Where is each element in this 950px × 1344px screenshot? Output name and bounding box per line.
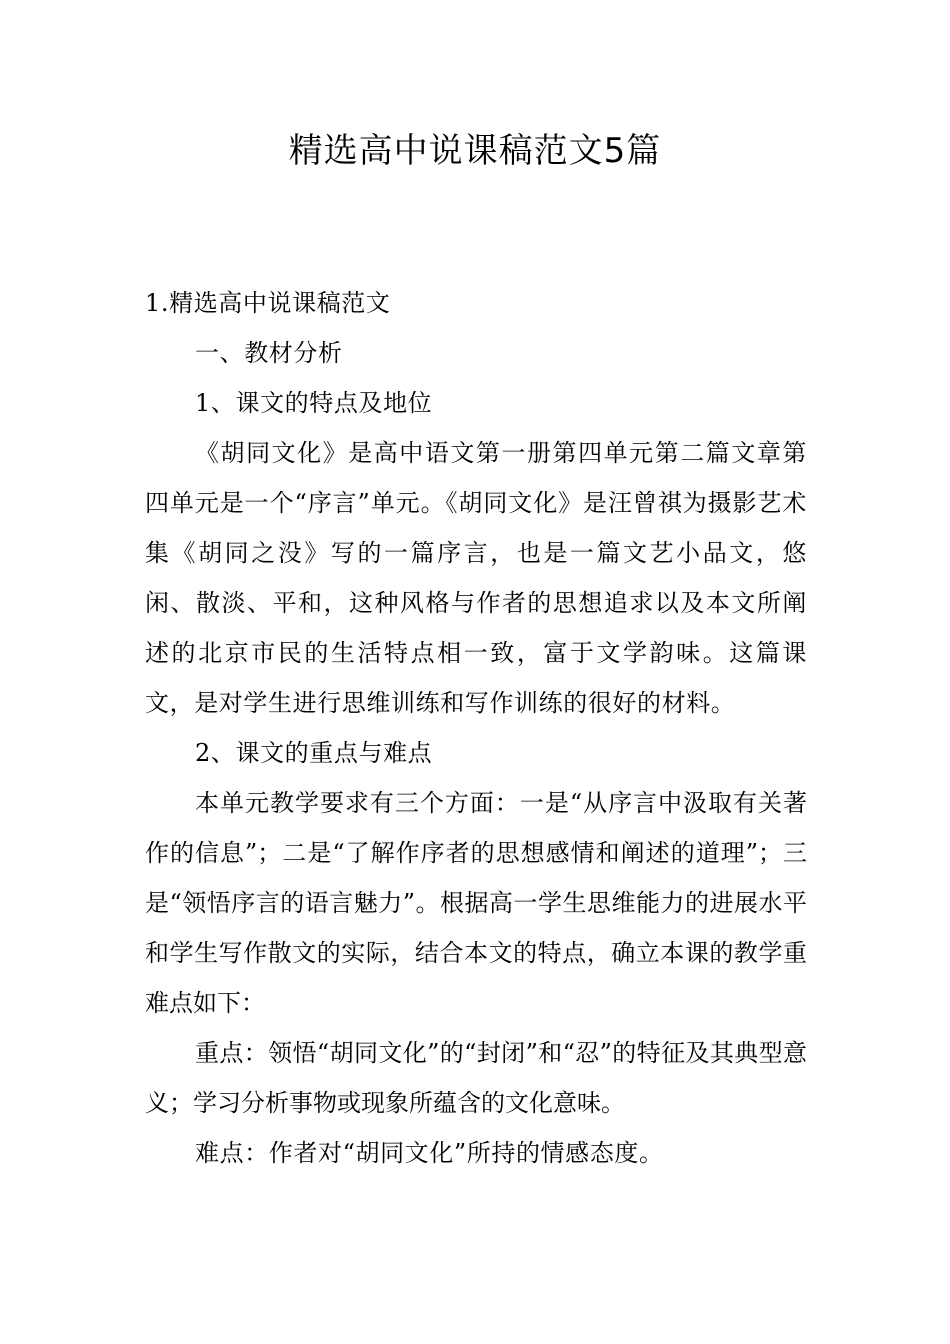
subsection-heading: 2、课文的重点与难点	[195, 739, 433, 767]
chapter-heading: 一、教材分析	[195, 339, 343, 367]
document-body	[145, 278, 807, 1178]
body-paragraph: 《胡同文化》是高中语文第一册第四单元第二篇文章第四单元是一个“序言”单元。《胡同文化》是汪曾祺为摄影艺术集《胡同之没》写的一篇序言，也是一篇文艺小品文，悠闲、散淡、平和，这种风格与作者的思想追求以及本文所阐述的北京市民的生活特点相一致，富于文学韵味。这篇课文，是对学生进行思维训练和写作训练的很好的材料。	[145, 439, 807, 717]
subsection-heading: 1、课文的特点及地位	[195, 389, 433, 417]
body-paragraph: 本单元教学要求有三个方面：一是“从序言中汲取有关著作的信息”；二是“了解作序者的思想感情和阐述的道理”；三是“领悟序言的语言魅力”。根据高一学生思维能力的进展水平和学生写作散文的实际，结合本文的特点，确立本课的教学重难点如下：	[145, 789, 807, 1017]
body-paragraph: 难点：作者对“胡同文化”所持的情感态度。	[195, 1139, 664, 1167]
document-title: 精选高中说课稿范文5篇	[288, 131, 662, 171]
section-heading: 1.精选高中说课稿范文	[145, 289, 391, 317]
body-paragraph: 重点：领悟“胡同文化”的“封闭”和“忍”的特征及其典型意义；学习分析事物或现象所蕴含的文化意味。	[145, 1039, 807, 1117]
